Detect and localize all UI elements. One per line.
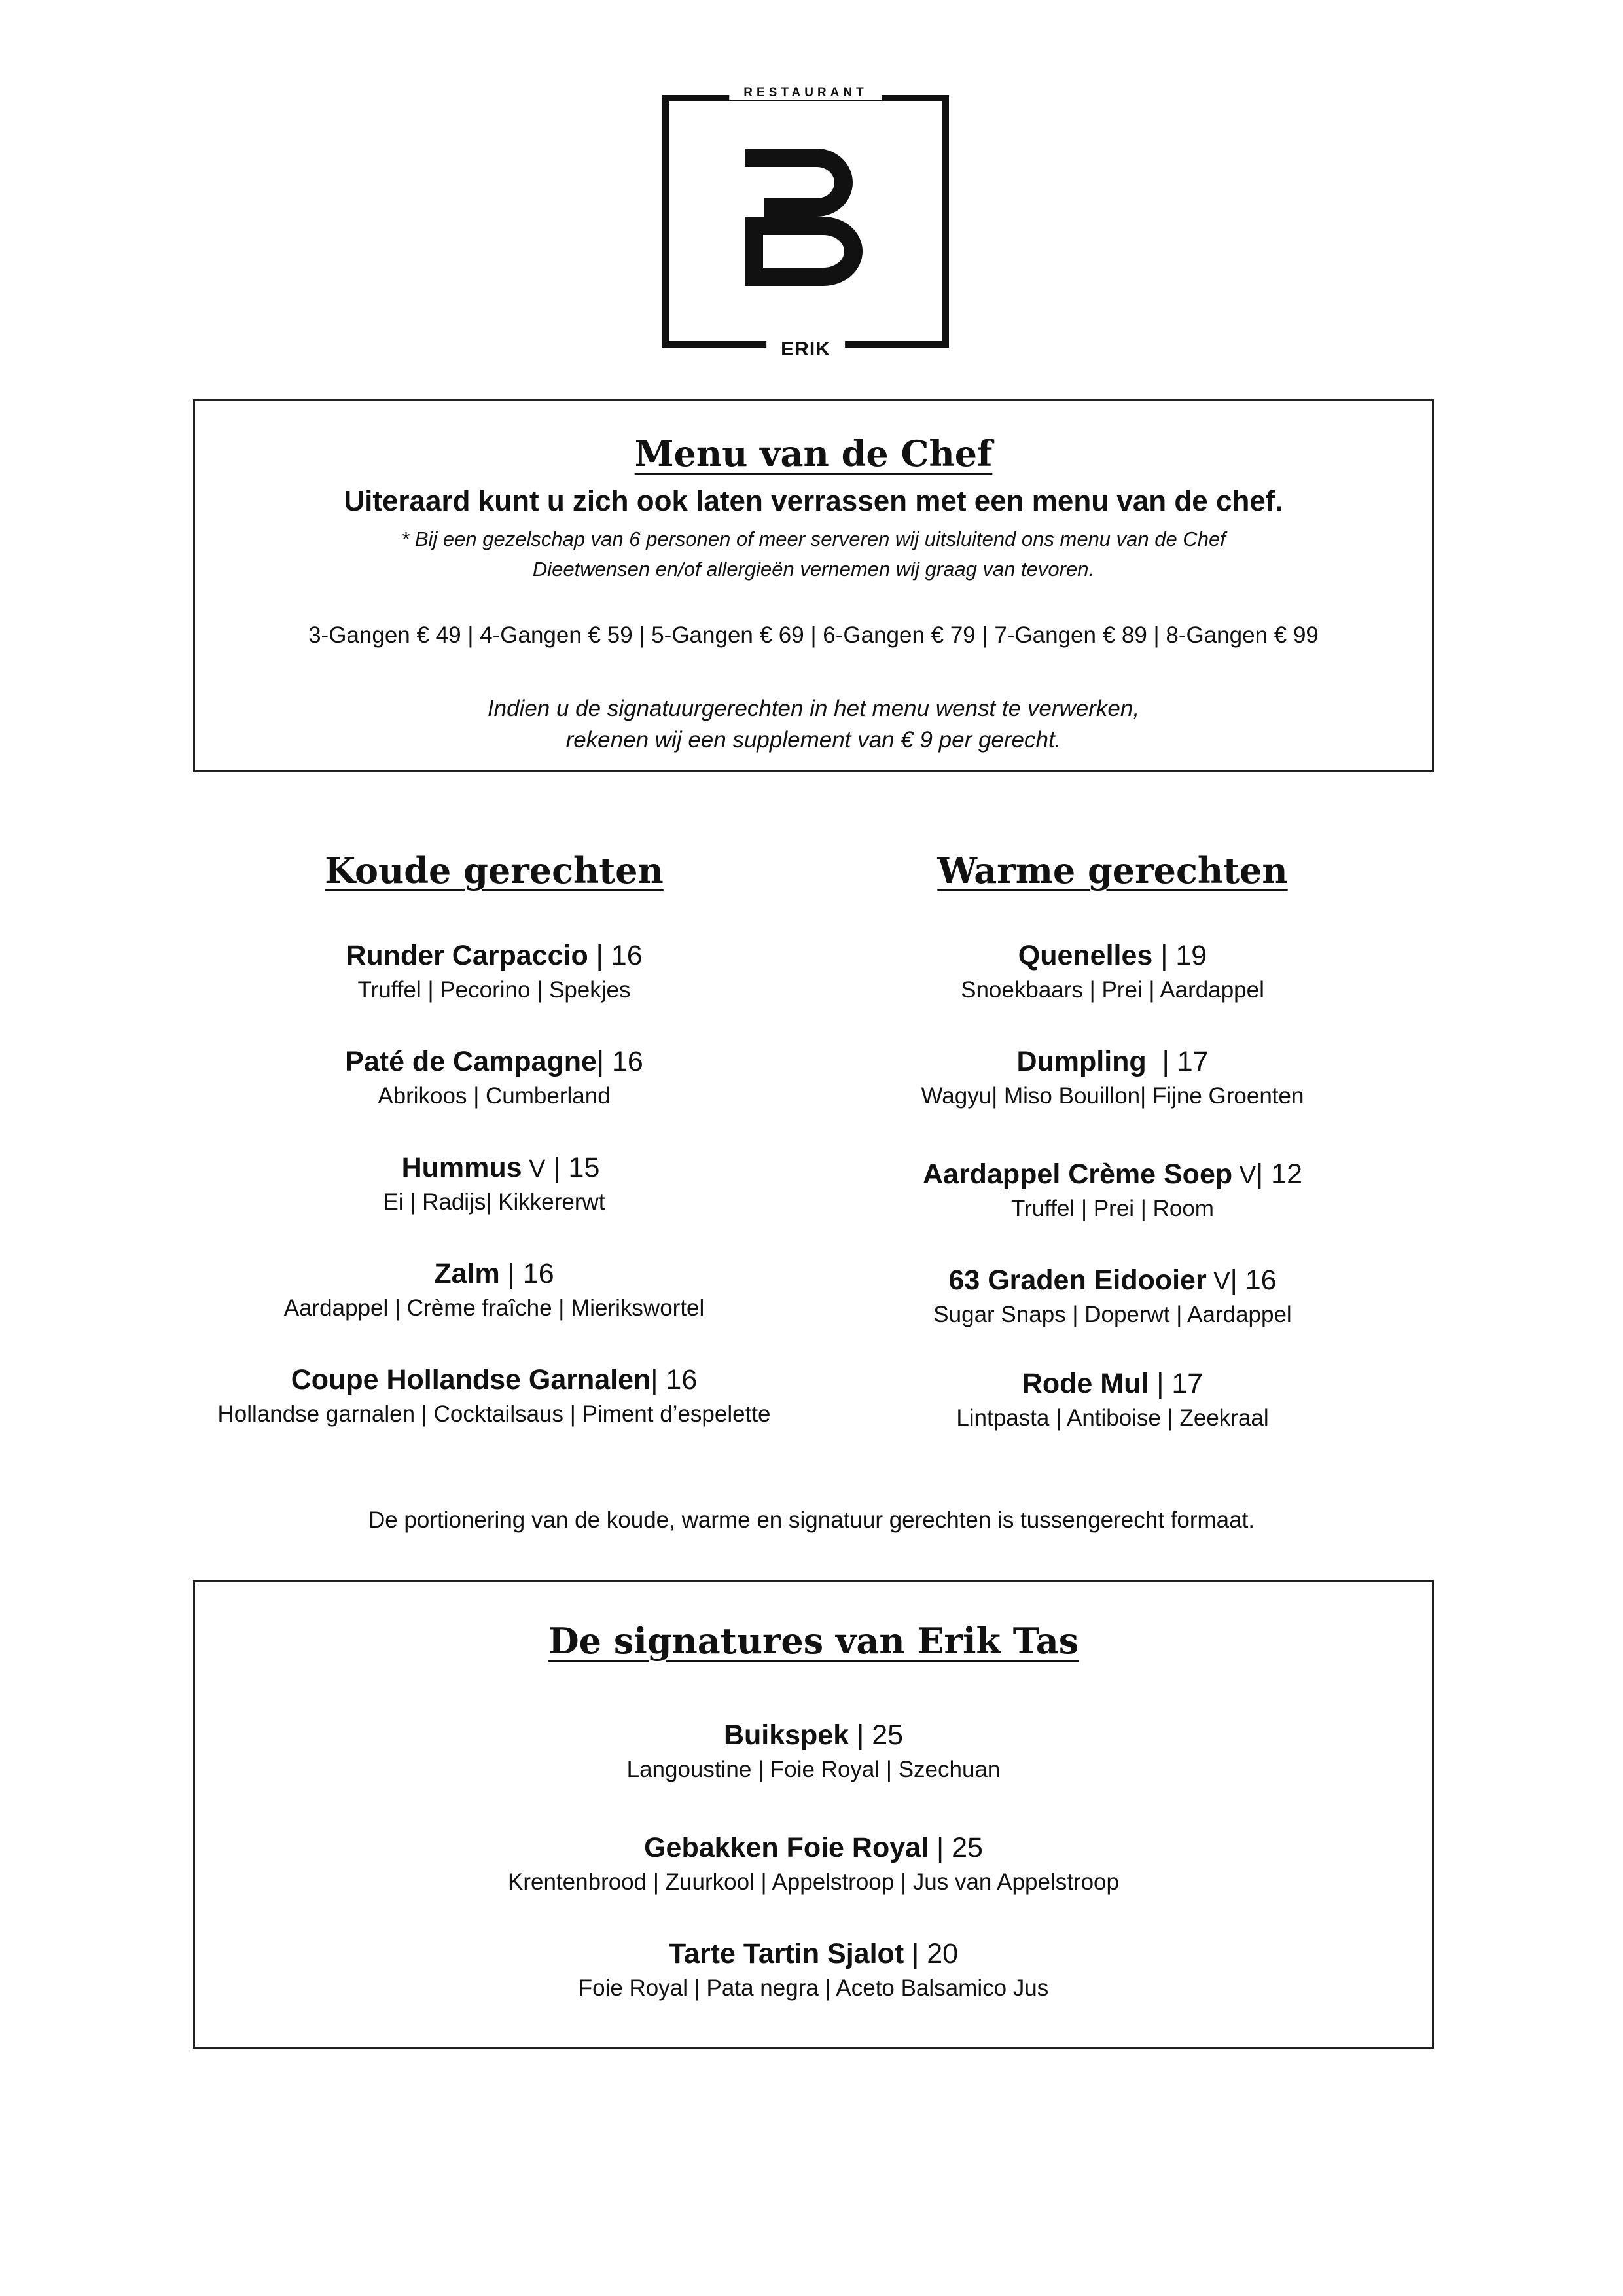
chef-menu-title: Menu van de Chef	[634, 433, 993, 475]
dish-price: | 19	[1152, 940, 1207, 971]
cold-dish	[141, 1258, 847, 1321]
dish-name: Gebakken Foie Royal	[644, 1832, 929, 1863]
vegetarian-mark: V	[1206, 1268, 1230, 1295]
warm-dish	[753, 1368, 1472, 1431]
signature-dish	[195, 1719, 1432, 1783]
vegetarian-mark: V	[522, 1155, 546, 1183]
dish-price: | 25	[849, 1719, 904, 1751]
cold-dishes-column	[141, 850, 847, 1452]
dish-name: Paté de Campagne	[345, 1046, 597, 1077]
dish-ingredients: Langoustine | Foie Royal | Szechuan	[626, 1757, 1001, 1782]
warm-dish	[753, 1046, 1472, 1109]
logo-bottom-label-text: ERIK	[781, 338, 830, 360]
dish-name: Hummus	[401, 1152, 522, 1183]
logo-top-label: RESTAURANT	[729, 86, 882, 100]
dish-ingredients: Krentenbrood | Zuurkool | Appelstroop | Jus van Appelstroop	[508, 1869, 1119, 1895]
dish-name: Rode Mul	[1022, 1368, 1149, 1399]
dish-name: Quenelles	[1018, 940, 1153, 971]
dish-price: | 16	[499, 1258, 554, 1289]
logo-bottom-label	[766, 338, 845, 361]
chef-menu-note-1: * Bij een gezelschap van 6 personen of meer serveren wij uitsluitend ons menu van de Chef	[401, 528, 1226, 550]
warm-dish	[753, 1158, 1472, 1222]
dish-ingredients: Sugar Snaps | Doperwt | Aardappel	[933, 1302, 1292, 1327]
dish-price: | 16	[588, 940, 643, 971]
dish-price: | 12	[1256, 1158, 1302, 1190]
dish-name: Dumpling	[1016, 1046, 1147, 1077]
dish-name: Aardappel Crème Soep	[922, 1158, 1233, 1190]
warm-dish	[753, 940, 1472, 1003]
cold-dishes-title: Koude gerechten	[325, 850, 664, 891]
dish-price: | 25	[929, 1832, 983, 1863]
cold-dish	[141, 1152, 847, 1215]
chef-menu-box	[193, 399, 1434, 772]
chef-menu-prices: 3-Gangen € 49 | 4-Gangen € 59 | 5-Gangen € 69 | 6-Gangen € 79 | 7-Gangen € 89 | 8-Gangen € 99	[308, 622, 1319, 648]
signature-dish	[195, 1832, 1432, 1895]
cold-dish	[141, 940, 847, 1003]
dish-ingredients: Wagyu| Miso Bouillon| Fijne Groenten	[921, 1083, 1304, 1109]
dish-ingredients: Truffel | Pecorino | Spekjes	[357, 977, 631, 1003]
vegetarian-mark: V	[1232, 1162, 1257, 1189]
warm-dish	[753, 1265, 1472, 1328]
dish-price: | 17	[1146, 1046, 1209, 1077]
dish-name: Coupe Hollandse Garnalen	[291, 1364, 651, 1395]
restaurant-logo	[662, 86, 949, 360]
dish-price: | 15	[545, 1152, 600, 1183]
dish-ingredients: Ei | Radijs| Kikkererwt	[383, 1189, 605, 1215]
logo-b-mark	[745, 149, 869, 286]
cold-dish	[141, 1364, 847, 1427]
dish-ingredients: Lintpasta | Antiboise | Zeekraal	[956, 1405, 1269, 1431]
dish-price: | 16	[1230, 1265, 1277, 1296]
dish-ingredients: Aardappel | Crème fraîche | Mierikswortel	[283, 1295, 705, 1321]
cold-dish	[141, 1046, 847, 1109]
dish-name: Runder Carpaccio	[346, 940, 588, 971]
dish-name: 63 Graden Eidooier	[948, 1265, 1207, 1296]
dish-ingredients: Hollandse garnalen | Cocktailsaus | Piment d’espelette	[217, 1401, 771, 1427]
dish-name: Buikspek	[723, 1719, 849, 1751]
dish-ingredients: Abrikoos | Cumberland	[378, 1083, 611, 1109]
warm-dishes-title: Warme gerechten	[937, 850, 1288, 891]
portion-note: De portionering van de koude, warme en signatuur gerechten is tussengerecht formaat.	[368, 1507, 1255, 1533]
warm-dishes-column	[753, 850, 1472, 1452]
chef-menu-note-2: Dieetwensen en/of allergieën vernemen wij graag van tevoren.	[532, 558, 1095, 581]
chef-menu-supplement-2: rekenen wij een supplement van € 9 per gerecht.	[565, 727, 1061, 753]
dish-price: | 20	[904, 1938, 959, 1969]
chef-menu-supplement-1: Indien u de signatuurgerechten in het menu wenst te verwerken,	[487, 696, 1140, 721]
dish-ingredients: Foie Royal | Pata negra | Aceto Balsamico Jus	[578, 1975, 1049, 2001]
signatures-title: De signatures van Erik Tas	[548, 1620, 1079, 1662]
dish-name: Zalm	[434, 1258, 500, 1289]
dish-ingredients: Truffel | Prei | Room	[1011, 1196, 1214, 1221]
signature-dish	[195, 1938, 1432, 2001]
dish-price: | 16	[651, 1364, 698, 1395]
dish-ingredients: Snoekbaars | Prei | Aardappel	[961, 977, 1264, 1003]
signatures-box	[193, 1580, 1434, 2049]
dish-name: Tarte Tartin Sjalot	[668, 1938, 904, 1969]
dish-price: | 16	[596, 1046, 643, 1077]
dish-price: | 17	[1149, 1368, 1204, 1399]
chef-menu-subtitle: Uiteraard kunt u zich ook laten verrassen met een menu van de chef.	[344, 485, 1283, 517]
